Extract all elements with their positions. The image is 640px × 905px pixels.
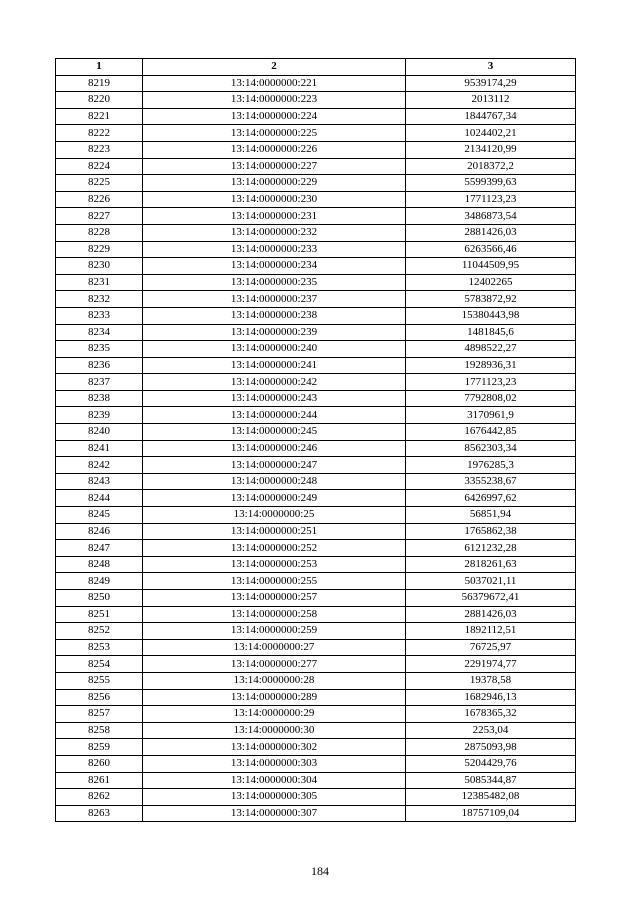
table-row [56, 407, 576, 424]
cadastral-number-cell: 13:14:0000000:304 [143, 772, 406, 789]
cadastral-number-cell: 13:14:0000000:237 [143, 291, 406, 308]
value-cell: 15380443,98 [406, 307, 576, 324]
value-cell: 1024402,21 [406, 125, 576, 142]
data-table [55, 58, 576, 822]
cadastral-number-cell: 13:14:0000000:249 [143, 490, 406, 507]
value-cell: 2291974,77 [406, 656, 576, 673]
value-cell: 5085344,87 [406, 772, 576, 789]
value-cell: 1678365,32 [406, 706, 576, 723]
table-row [56, 805, 576, 822]
cadastral-number-cell: 13:14:0000000:227 [143, 158, 406, 175]
table-row [56, 191, 576, 208]
value-cell: 5204429,76 [406, 755, 576, 772]
cadastral-number-cell: 13:14:0000000:303 [143, 755, 406, 772]
cadastral-number-cell: 13:14:0000000:239 [143, 324, 406, 341]
value-cell: 3170961,9 [406, 407, 576, 424]
cadastral-number-cell: 13:14:0000000:307 [143, 805, 406, 822]
row-number-cell: 8243 [56, 473, 143, 490]
table-row [56, 374, 576, 391]
value-cell: 6121232,28 [406, 540, 576, 557]
value-cell: 56851,94 [406, 507, 576, 524]
row-number-cell: 8237 [56, 374, 143, 391]
table-row [56, 274, 576, 291]
row-number-cell: 8246 [56, 523, 143, 540]
cadastral-number-cell: 13:14:0000000:225 [143, 125, 406, 142]
table-row [56, 490, 576, 507]
row-number-cell: 8248 [56, 556, 143, 573]
table-row [56, 573, 576, 590]
table-row [56, 623, 576, 640]
row-number-cell: 8249 [56, 573, 143, 590]
table-row [56, 224, 576, 241]
value-cell: 1771123,23 [406, 191, 576, 208]
table-row [56, 158, 576, 175]
value-cell: 8562303,34 [406, 440, 576, 457]
row-number-cell: 8225 [56, 175, 143, 192]
row-number-cell: 8235 [56, 341, 143, 358]
cadastral-number-cell: 13:14:0000000:245 [143, 424, 406, 441]
row-number-cell: 8260 [56, 755, 143, 772]
table-row [56, 208, 576, 225]
table-row [56, 341, 576, 358]
value-cell: 1928936,31 [406, 357, 576, 374]
row-number-cell: 8221 [56, 108, 143, 125]
cadastral-number-cell: 13:14:0000000:289 [143, 689, 406, 706]
cadastral-number-cell: 13:14:0000000:234 [143, 258, 406, 275]
table-row [56, 125, 576, 142]
row-number-cell: 8262 [56, 789, 143, 806]
cadastral-number-cell: 13:14:0000000:223 [143, 92, 406, 109]
table-row [56, 722, 576, 739]
table-row [56, 424, 576, 441]
cadastral-number-cell: 13:14:0000000:25 [143, 507, 406, 524]
value-cell: 2881426,03 [406, 606, 576, 623]
table-row [56, 772, 576, 789]
row-number-cell: 8231 [56, 274, 143, 291]
row-number-cell: 8255 [56, 672, 143, 689]
row-number-cell: 8238 [56, 390, 143, 407]
table-row [56, 75, 576, 92]
value-cell: 18757109,04 [406, 805, 576, 822]
value-cell: 1676442,85 [406, 424, 576, 441]
cadastral-number-cell: 13:14:0000000:221 [143, 75, 406, 92]
value-cell: 12385482,08 [406, 789, 576, 806]
value-cell: 12402265 [406, 274, 576, 291]
cadastral-number-cell: 13:14:0000000:243 [143, 390, 406, 407]
cadastral-number-cell: 13:14:0000000:28 [143, 672, 406, 689]
row-number-cell: 8230 [56, 258, 143, 275]
page-number: 184 [311, 864, 329, 878]
value-cell: 2253,04 [406, 722, 576, 739]
cadastral-number-cell: 13:14:0000000:259 [143, 623, 406, 640]
value-cell: 56379672,41 [406, 590, 576, 607]
row-number-cell: 8236 [56, 357, 143, 374]
table-row [56, 639, 576, 656]
row-number-cell: 8258 [56, 722, 143, 739]
value-cell: 3355238,67 [406, 473, 576, 490]
row-number-cell: 8247 [56, 540, 143, 557]
table-row [56, 606, 576, 623]
value-cell: 1844767,34 [406, 108, 576, 125]
table-row [56, 390, 576, 407]
cadastral-number-cell: 13:14:0000000:226 [143, 141, 406, 158]
value-cell: 1771123,23 [406, 374, 576, 391]
row-number-cell: 8245 [56, 507, 143, 524]
row-number-cell: 8257 [56, 706, 143, 723]
table-row [56, 291, 576, 308]
row-number-cell: 8244 [56, 490, 143, 507]
cadastral-number-cell: 13:14:0000000:248 [143, 473, 406, 490]
cadastral-number-cell: 13:14:0000000:238 [143, 307, 406, 324]
cadastral-number-cell: 13:14:0000000:244 [143, 407, 406, 424]
table-row [56, 755, 576, 772]
row-number-cell: 8232 [56, 291, 143, 308]
value-cell: 1682946,13 [406, 689, 576, 706]
row-number-cell: 8242 [56, 457, 143, 474]
value-cell: 6263566,46 [406, 241, 576, 258]
cadastral-number-cell: 13:14:0000000:246 [143, 440, 406, 457]
value-cell: 5783872,92 [406, 291, 576, 308]
column-header-2: 2 [143, 59, 406, 76]
cadastral-number-cell: 13:14:0000000:258 [143, 606, 406, 623]
row-number-cell: 8229 [56, 241, 143, 258]
row-number-cell: 8226 [56, 191, 143, 208]
row-number-cell: 8220 [56, 92, 143, 109]
table-row [56, 523, 576, 540]
value-cell: 2875093,98 [406, 739, 576, 756]
table-row [56, 789, 576, 806]
row-number-cell: 8254 [56, 656, 143, 673]
cadastral-number-cell: 13:14:0000000:247 [143, 457, 406, 474]
row-number-cell: 8227 [56, 208, 143, 225]
value-cell: 7792808,02 [406, 390, 576, 407]
value-cell: 6426997,62 [406, 490, 576, 507]
cadastral-number-cell: 13:14:0000000:305 [143, 789, 406, 806]
value-cell: 9539174,29 [406, 75, 576, 92]
table-row [56, 324, 576, 341]
cadastral-number-cell: 13:14:0000000:230 [143, 191, 406, 208]
value-cell: 11044509,95 [406, 258, 576, 275]
row-number-cell: 8263 [56, 805, 143, 822]
value-cell: 2013112 [406, 92, 576, 109]
cadastral-number-cell: 13:14:0000000:232 [143, 224, 406, 241]
table-row [56, 175, 576, 192]
table-row [56, 440, 576, 457]
cadastral-number-cell: 13:14:0000000:30 [143, 722, 406, 739]
value-cell: 1976285,3 [406, 457, 576, 474]
cadastral-number-cell: 13:14:0000000:27 [143, 639, 406, 656]
cadastral-number-cell: 13:14:0000000:229 [143, 175, 406, 192]
row-number-cell: 8241 [56, 440, 143, 457]
value-cell: 5599399,63 [406, 175, 576, 192]
table-row [56, 241, 576, 258]
row-number-cell: 8223 [56, 141, 143, 158]
cadastral-number-cell: 13:14:0000000:252 [143, 540, 406, 557]
value-cell: 1892112,51 [406, 623, 576, 640]
cadastral-number-cell: 13:14:0000000:277 [143, 656, 406, 673]
cadastral-number-cell: 13:14:0000000:302 [143, 739, 406, 756]
cadastral-number-cell: 13:14:0000000:233 [143, 241, 406, 258]
row-number-cell: 8240 [56, 424, 143, 441]
table-row [56, 141, 576, 158]
value-cell: 19378,58 [406, 672, 576, 689]
row-number-cell: 8259 [56, 739, 143, 756]
table-row [56, 92, 576, 109]
table-row [56, 672, 576, 689]
table-row [56, 258, 576, 275]
value-cell: 76725,97 [406, 639, 576, 656]
cadastral-number-cell: 13:14:0000000:241 [143, 357, 406, 374]
row-number-cell: 8253 [56, 639, 143, 656]
row-number-cell: 8250 [56, 590, 143, 607]
row-number-cell: 8256 [56, 689, 143, 706]
table-body [56, 75, 576, 822]
row-number-cell: 8252 [56, 623, 143, 640]
table-row [56, 108, 576, 125]
cadastral-number-cell: 13:14:0000000:224 [143, 108, 406, 125]
row-number-cell: 8261 [56, 772, 143, 789]
value-cell: 1765862,38 [406, 523, 576, 540]
cadastral-number-cell: 13:14:0000000:235 [143, 274, 406, 291]
table-row [56, 357, 576, 374]
cadastral-number-cell: 13:14:0000000:251 [143, 523, 406, 540]
table-row [56, 307, 576, 324]
value-cell: 2881426,03 [406, 224, 576, 241]
cadastral-number-cell: 13:14:0000000:253 [143, 556, 406, 573]
table-row [56, 473, 576, 490]
table-row [56, 590, 576, 607]
row-number-cell: 8222 [56, 125, 143, 142]
table-row [56, 739, 576, 756]
cadastral-number-cell: 13:14:0000000:255 [143, 573, 406, 590]
table-row [56, 706, 576, 723]
table-header-row [56, 59, 576, 76]
row-number-cell: 8228 [56, 224, 143, 241]
row-number-cell: 8251 [56, 606, 143, 623]
column-header-3: 3 [406, 59, 576, 76]
table-row [56, 457, 576, 474]
row-number-cell: 8233 [56, 307, 143, 324]
table-row [56, 507, 576, 524]
table-row [56, 540, 576, 557]
cadastral-number-cell: 13:14:0000000:257 [143, 590, 406, 607]
cadastral-number-cell: 13:14:0000000:231 [143, 208, 406, 225]
value-cell: 5037021,11 [406, 573, 576, 590]
column-header-1: 1 [56, 59, 143, 76]
table-row [56, 689, 576, 706]
value-cell: 4898522,27 [406, 341, 576, 358]
table-row [56, 656, 576, 673]
value-cell: 3486873,54 [406, 208, 576, 225]
cadastral-number-cell: 13:14:0000000:29 [143, 706, 406, 723]
cadastral-number-cell: 13:14:0000000:242 [143, 374, 406, 391]
row-number-cell: 8224 [56, 158, 143, 175]
value-cell: 2818261,63 [406, 556, 576, 573]
row-number-cell: 8219 [56, 75, 143, 92]
table-row [56, 556, 576, 573]
cadastral-number-cell: 13:14:0000000:240 [143, 341, 406, 358]
value-cell: 1481845,6 [406, 324, 576, 341]
value-cell: 2134120,99 [406, 141, 576, 158]
row-number-cell: 8239 [56, 407, 143, 424]
row-number-cell: 8234 [56, 324, 143, 341]
value-cell: 2018372,2 [406, 158, 576, 175]
